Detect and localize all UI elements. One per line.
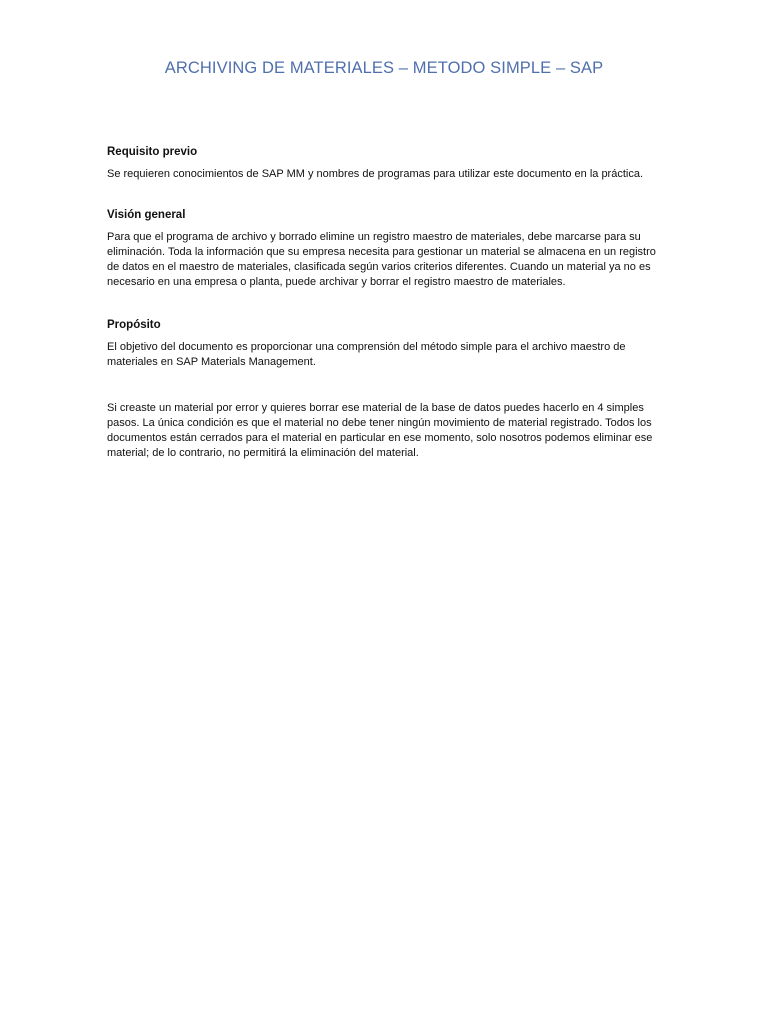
document-title: ARCHIVING DE MATERIALES – METODO SIMPLE – SAP: [164, 59, 604, 77]
section-heading: Propósito: [107, 319, 161, 331]
section-proposito: [107, 318, 667, 370]
section-heading: Visión general: [107, 209, 186, 221]
section-paragraph: Se requieren conocimientos de SAP MM y nombres de programas para utilizar este documento en la práctica.: [107, 168, 644, 180]
document-body: [107, 145, 667, 461]
section-paragraph: El objetivo del documento es proporcionar una comprensión del método simple para el archivo maestro de materiales en SAP Materials Management.: [107, 341, 626, 368]
section-heading: Requisito previo: [107, 146, 198, 158]
closing-paragraph: Si creaste un material por error y quieres borrar ese material de la base de datos puedes hacerlo en 4 simples pasos. La única condición es que el material no debe tener ningún movimiento de material registrado. Todos los documentos están cerrados para el material en particular en ese momento, solo nosotros podemos eliminar ese material; de lo contrario, no permitirá la eliminación del material.: [107, 402, 653, 459]
section-paragraph: Para que el programa de archivo y borrado elimine un registro maestro de materiales, debe marcarse para su eliminación. Toda la información que su empresa necesita para gestionar un material se almacena en un registro de datos en el maestro de materiales, clasificada según varios criterios diferentes. Cuando un material ya no es necesario en una empresa o planta, puede archivar y borrar el registro maestro de materiales.: [107, 231, 656, 288]
section-closing: [107, 401, 667, 461]
section-vision-general: [107, 208, 667, 290]
section-requisito-previo: [107, 145, 667, 182]
